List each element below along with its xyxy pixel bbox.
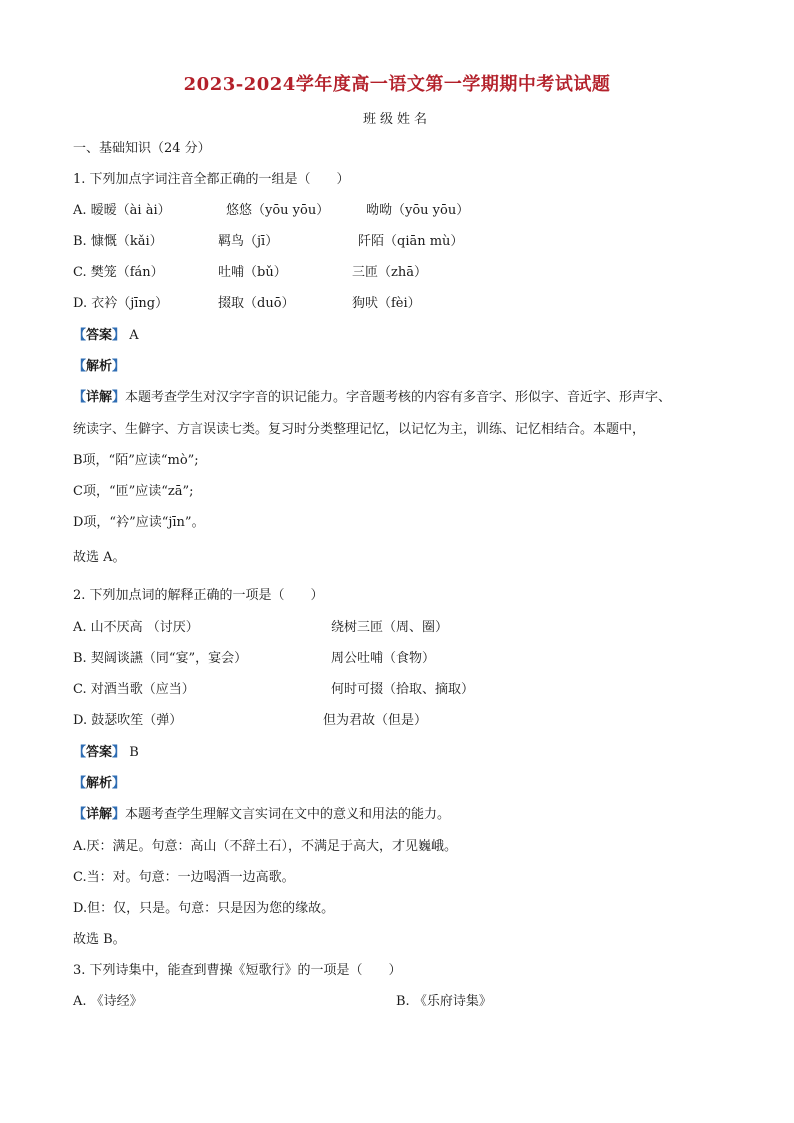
- q2-note-a: A.厌：满足。句意：高山（不辞土石），不满足于高大，才见巍峨。: [73, 839, 458, 854]
- q1-option-a-3: 呦呦（yōu yōu）: [366, 203, 470, 218]
- detail-tag: 【详解】: [73, 807, 126, 822]
- q2-note-d: D.但：仅，只是。句意：只是因为您的缘故。: [73, 901, 335, 916]
- q1-option-b-2: 羁鸟（jī）: [218, 234, 279, 249]
- answer-value: A: [129, 328, 139, 343]
- q2-note-c: C.当：对。句意：一边喝酒一边高歌。: [73, 870, 295, 885]
- q2-option-b-2: 周公吐哺（食物）: [331, 651, 436, 666]
- q2-option-c-1: C. 对酒当歌（应当）: [73, 682, 195, 697]
- q1-option-d-3: 狗吠（fèi）: [352, 296, 421, 311]
- q1-note-c: C项，“匝”应读“zā”;: [73, 484, 194, 499]
- q1-option-c-1: C. 樊笼（fán）: [73, 265, 164, 280]
- q3-option-a: A. 《诗经》: [73, 994, 143, 1009]
- q2-detail-line-1: 【详解】本题考查学生理解文言实词在文中的意义和用法的能力。: [73, 807, 451, 822]
- q1-option-a-2: 悠悠（yōu yōu）: [226, 203, 330, 218]
- exam-title: 2023-2024学年度高一语文第一学期期中考试试题: [183, 74, 611, 95]
- q1-analysis-tag: 【解析】: [73, 359, 126, 374]
- q2-option-c-2: 何时可掇（拾取、摘取）: [331, 682, 475, 697]
- q1-option-a-1: A. 暧暧（ài ài）: [73, 203, 171, 218]
- q1-stem: 1. 下列加点字词注音全都正确的一组是（ ）: [73, 172, 350, 187]
- q1-option-c-2: 吐哺（bǔ）: [218, 265, 287, 280]
- q3-option-b: B. 《乐府诗集》: [396, 994, 492, 1009]
- section-heading: 一、基础知识（24 分）: [73, 141, 211, 156]
- q1-detail-line-1: 【详解】本题考查学生对汉字字音的识记能力。字音题考核的内容有多音字、形似字、音近字、形声字、: [73, 390, 672, 405]
- q2-stem: 2. 下列加点词的解释正确的一项是（ ）: [73, 588, 324, 603]
- q2-choose: 故选 B。: [73, 932, 126, 947]
- answer-tag: 【答案】: [73, 328, 126, 343]
- q2-analysis-tag: 【解析】: [73, 776, 126, 791]
- q1-option-d-1: D. 衣衿（jīng）: [73, 296, 169, 311]
- q2-option-d-1: D. 鼓瑟吹笙（弹）: [73, 713, 183, 728]
- q2-option-b-1: B. 契阔谈讌（同“宴”，宴会）: [73, 651, 248, 666]
- q1-note-d: D项，“衿”应读“jīn”。: [73, 515, 205, 530]
- q1-option-b-1: B. 慷慨（kǎi）: [73, 234, 163, 249]
- q2-option-d-2: 但为君故（但是）: [323, 713, 428, 728]
- answer-tag: 【答案】: [73, 745, 126, 760]
- q2-answer: [73, 744, 139, 762]
- q3-stem: 3. 下列诗集中，能查到曹操《短歌行》的一项是（ ）: [73, 963, 402, 978]
- q1-option-b-3: 阡陌（qiān mù）: [358, 234, 464, 249]
- q1-detail-line-2: 统读字、生僻字、方言误读七类。复习时分类整理记忆，以记忆为主，训练、记忆相结合。本题中，: [73, 422, 646, 437]
- q1-answer: [73, 327, 139, 345]
- q1-note-b: B项，“陌”应读“mò”;: [73, 453, 199, 468]
- class-name-line: 班级姓名: [362, 112, 431, 127]
- detail-tag: 【详解】: [73, 390, 126, 405]
- q1-option-c-3: 三匝（zhā）: [352, 265, 427, 280]
- answer-value: B: [129, 745, 139, 760]
- q1-option-d-2: 掇取（duō）: [218, 296, 295, 311]
- q2-option-a-1: A. 山不厌高 （讨厌）: [73, 620, 199, 635]
- q2-option-a-2: 绕树三匝（周、圈）: [331, 620, 449, 635]
- q1-choose: 故选 A。: [73, 550, 126, 565]
